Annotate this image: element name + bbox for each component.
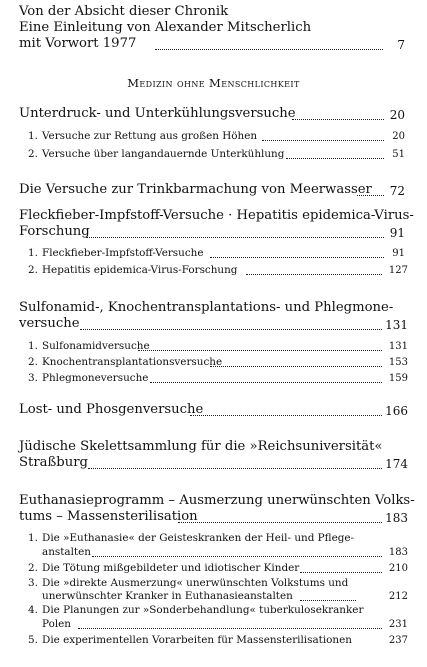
- dot-leader: [155, 49, 383, 50]
- item-page-number: 20: [392, 131, 405, 142]
- item-page-number: 183: [388, 547, 408, 558]
- entry-title: Lost- und Phosgenversuche: [19, 402, 204, 417]
- entry-title: Unterdruck- und Unterkühlungsversuche: [19, 106, 296, 121]
- item-page-number: 212: [388, 591, 408, 602]
- item-text: Versuche zur Rettung aus großen Höhen: [42, 130, 258, 142]
- item-page-number: 51: [392, 149, 405, 160]
- dot-leader: [178, 522, 382, 523]
- dot-leader: [190, 415, 382, 416]
- entry-title-line-1: Jüdische Skelettsammlung für die »Reichsuniversität«: [19, 439, 383, 454]
- entry-title: Die Versuche zur Trinkbarmachung von Meerwasser: [19, 182, 372, 197]
- dot-leader: [80, 329, 382, 330]
- dot-leader: [78, 628, 382, 629]
- item-text: Phlegmoneversuche: [42, 372, 149, 384]
- item-text: Fleckfieber-Impfstoff-Versuche: [42, 247, 204, 259]
- item-number: 4.: [28, 604, 38, 616]
- item-number: 2.: [28, 356, 38, 368]
- item-page-number: 153: [388, 357, 408, 368]
- item-number: 2.: [28, 264, 38, 276]
- entry-page-number: 166: [385, 404, 408, 418]
- dot-leader: [88, 468, 382, 469]
- entry-page-number: 20: [389, 108, 405, 122]
- entry-title-line-2: Forschung: [19, 224, 90, 239]
- item-text: Sulfonamidversuche: [42, 340, 150, 352]
- item-text-line-1: Die experimentellen Vorarbeiten für Massensterilisationen: [42, 634, 352, 646]
- dot-leader: [138, 350, 382, 351]
- dot-leader: [246, 274, 382, 275]
- item-text-line-2: unerwünschter Kranker in Euthanasieanstalten: [42, 590, 293, 602]
- item-text: Hepatitis epidemica-Virus-Forschung: [42, 264, 238, 276]
- intro-line-3: mit Vorwort 1977: [19, 36, 137, 51]
- item-page-number: 231: [388, 619, 408, 630]
- item-page-number: 237: [388, 635, 408, 646]
- entry-page-number: 174: [385, 457, 408, 471]
- item-text-line-2: anstalten: [42, 546, 91, 558]
- item-number: 3.: [28, 372, 38, 384]
- item-number: 1.: [28, 532, 38, 544]
- item-page-number: 91: [392, 248, 405, 259]
- item-page-number: 131: [388, 341, 408, 352]
- item-number: 1.: [28, 247, 38, 259]
- entry-page-number: 91: [389, 226, 405, 240]
- intro-line-2: Eine Einleitung von Alexander Mitscherlich: [19, 20, 312, 35]
- item-number: 2.: [28, 562, 38, 574]
- item-page-number: 210: [388, 563, 408, 574]
- entry-title-line-2: tums – Massensterilisation: [19, 509, 198, 524]
- dot-leader: [86, 237, 384, 238]
- item-page-number: 127: [388, 265, 408, 276]
- entry-title-line-1: Euthanasieprogramm – Ausmerzung unerwünschten Volks-: [19, 493, 415, 508]
- dot-leader: [150, 382, 382, 383]
- item-number: 5.: [28, 634, 38, 646]
- dot-leader: [92, 556, 382, 557]
- item-page-number: 159: [388, 373, 408, 384]
- item-text: Knochentransplantationsversuche: [42, 356, 223, 368]
- item-number: 2.: [28, 148, 38, 160]
- item-text-line-1: Die »direkte Ausmerzung« unerwünschten Volkstums und: [42, 577, 349, 589]
- item-number: 1.: [28, 130, 38, 142]
- item-text: Versuche über langandauernde Unterkühlung: [42, 148, 285, 160]
- entry-page-number: 131: [385, 318, 408, 332]
- item-number: 1.: [28, 340, 38, 352]
- entry-page-number: 183: [385, 511, 408, 525]
- entry-title-line-2: versuche: [19, 316, 80, 331]
- section-heading: Medizin ohne Menschlichkeit: [127, 76, 300, 90]
- entry-page-number: 72: [389, 184, 405, 198]
- item-text-line-1: Die »Euthanasie« der Geisteskranken der Heil- und Pflege-: [42, 532, 355, 544]
- entry-title-line-2: Straßburg: [19, 455, 88, 470]
- dot-leader: [210, 366, 382, 367]
- intro-page-number: 7: [397, 38, 405, 52]
- intro-line-1: Von der Absicht dieser Chronik: [19, 4, 229, 19]
- item-number: 3.: [28, 577, 38, 589]
- entry-title-line-1: Sulfonamid-, Knochentransplantations- und Phlegmone-: [19, 300, 394, 315]
- item-text-line-2: Polen: [42, 618, 71, 630]
- item-text-line-1: Die Planungen zur »Sonderbehandlung« tuberkulosekranker: [42, 604, 364, 616]
- dot-leader: [210, 257, 384, 258]
- entry-title-line-1: Fleckfieber-Impfstoff-Versuche · Hepatitis epidemica-Virus-: [19, 208, 414, 223]
- item-text-line-1: Die Tötung mißgebildeter und idiotischer Kinder: [42, 562, 300, 574]
- dot-leader: [300, 600, 356, 601]
